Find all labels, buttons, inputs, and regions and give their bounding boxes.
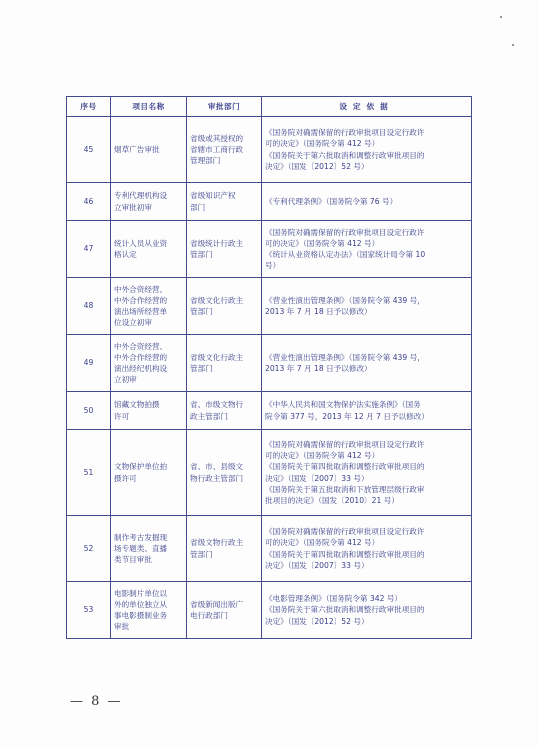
row-number: 47 [67,221,111,278]
approval-dept-line: 省级知识产权 [190,191,236,201]
legal-basis-line: 可的决定》（国务院令第 412 号） [265,451,380,461]
legal-basis-line: 院令第 377 号，2013 年 12 月 7 日予以修改） [265,411,429,421]
item-name-line: 外的单位独立从 [114,599,168,609]
approval-dept-cell [187,582,262,639]
legal-basis-cell [262,117,472,183]
header-approval-dept: 审批部门 [187,97,262,117]
approval-dept-line: 省级文化行政主 [190,352,244,362]
approval-dept-cell [187,516,262,582]
approval-dept-cell [187,392,262,430]
item-name-line: 演出场所经营单 [114,307,168,316]
legal-basis-cell [262,516,472,582]
item-name-line: 馆藏文物拍摄 [114,400,160,410]
approval-dept-line: 管理部门 [190,156,221,166]
item-name-line: 类节目审批 [114,555,152,565]
approval-dept-line: 省级新闻出版广 [190,599,244,609]
approval-dept-line: 省、市、县级文 [190,462,244,472]
item-name-cell [111,183,187,221]
approval-dept-line: 管部门 [190,250,213,259]
item-name-line: 文物保护单位拍 [114,462,168,472]
table-header-row [67,97,472,117]
legal-basis-line: 决定》（国发〔2007〕33 号） [265,560,369,570]
legal-basis-line: 可的决定》（国务院令第 412 号） [265,538,380,548]
legal-basis-line: 《国务院关于第四批取消和调整行政审批项目的 [265,462,425,472]
row-number: 50 [67,392,111,430]
table-row [67,117,472,183]
item-name-line: 事电影摄制业务 [114,611,168,620]
legal-basis-line: 决定》（国发〔2012〕52 号） [265,161,369,171]
approval-dept-line: 政主管部门 [190,411,228,421]
legal-basis-cell [262,221,472,278]
table-row [67,392,472,430]
table-row [67,516,472,582]
row-number: 49 [67,335,111,392]
approval-dept-line: 物行政主管部门 [190,473,244,483]
legal-basis-line: 《国务院关于第六批取消和调整行政审批项目的 [265,150,425,160]
item-name-line: 立审批初审 [114,202,152,212]
item-name-cell [111,117,187,183]
row-number: 53 [67,582,111,639]
legal-basis-line: 决定》（国发〔2012〕52 号） [265,616,369,626]
approval-dept-line: 管部门 [190,364,213,373]
legal-basis-line: 《营业性演出管理条例》（国务院令第 439 号， [265,352,425,362]
approval-dept-line: 省级统计行政主 [190,238,244,248]
legal-basis-line: 《电影管理条例》（国务院令第 342 号） [265,594,403,604]
legal-basis-cell [262,582,472,639]
approval-dept-line: 管部门 [190,549,213,559]
item-name-line: 电影制片单位以 [114,588,168,598]
item-name-line: 中外合资经营、 [114,284,168,294]
header-legal-basis: 设定依据 [262,97,472,117]
item-name-cell [111,278,187,335]
item-name-cell [111,430,187,516]
approval-dept-line: 部门 [190,202,206,212]
table-row [67,221,472,278]
item-name-line: 演出经纪机构设 [114,364,168,373]
legal-basis-line: 2013 年 7 月 18 日予以修改） [265,364,372,373]
legal-basis-line: 号） [265,261,281,271]
legal-basis-cell [262,278,472,335]
header-item-name: 项目名称 [111,97,187,117]
item-name-cell [111,392,187,430]
legal-basis-line: 《国务院对确需保留的行政审批项目设定行政许 [265,128,425,138]
legal-basis-line: 《国务院关于第六批取消和调整行政审批项目的 [265,605,425,615]
legal-basis-line: 决定》（国发〔2007〕33 号） [265,473,369,483]
approval-dept-cell [187,117,262,183]
item-name-line: 立初审 [114,375,137,385]
approval-dept-cell [187,221,262,278]
legal-basis-line: 2013 年 7 月 18 日予以修改） [265,307,372,316]
item-name-line: 中外合作经营的 [114,352,168,362]
legal-basis-line: 《国务院对确需保留的行政审批项目设定行政许 [265,527,425,537]
legal-basis-line: 《国务院对确需保留的行政审批项目设定行政许 [265,439,425,449]
scan-speck [512,44,514,46]
item-name-cell [111,582,187,639]
approval-dept-cell [187,278,262,335]
scan-speck [500,16,502,18]
row-number: 45 [67,117,111,183]
approval-dept-cell [187,335,262,392]
table-row [67,278,472,335]
legal-basis-line: 《国务院关于第四批取消和调整行政审批项目的 [265,549,425,559]
legal-basis-line: 《营业性演出管理条例》（国务院令第 439 号， [265,295,425,305]
approval-dept-cell [187,430,262,516]
header-no: 序号 [67,97,111,117]
legal-basis-line: 批项目的决定》（国发〔2010〕21 号） [265,495,399,505]
approval-dept-line: 管部门 [190,307,213,316]
approval-dept-line: 电行政部门 [190,611,228,620]
legal-basis-cell [262,392,472,430]
legal-basis-line: 《中华人民共和国文物保护法实施条例》（国务 [265,400,421,410]
page-number: — 8 — [70,694,123,709]
row-number: 48 [67,278,111,335]
row-number: 52 [67,516,111,582]
item-name-cell [111,335,187,392]
legal-basis-line: 《统计从业资格认定办法》（国家统计局令第 10 [265,250,426,259]
legal-basis-line: 《国务院对确需保留的行政审批项目设定行政许 [265,227,425,237]
item-name-line: 统计人员从业资 [114,238,168,248]
table-row [67,430,472,516]
approval-dept-line: 省级或其授权的 [190,133,244,143]
item-name-cell [111,221,187,278]
item-name-line: 制作考古发掘现 [114,532,168,542]
item-name-line: 格认定 [114,250,137,259]
row-number: 46 [67,183,111,221]
approval-dept-line: 省级文化行政主 [190,295,244,305]
item-name-line: 场专题类、直播 [114,543,168,553]
item-name-line: 专利代理机构设 [114,191,168,201]
legal-basis-line: 《专利代理条例》（国务院令第 76 号） [265,196,398,206]
legal-basis-line: 可的决定》（国务院令第 412 号） [265,139,380,149]
item-name-cell [111,516,187,582]
item-name-line: 中外合作经营的 [114,295,168,305]
table-row [67,335,472,392]
legal-basis-cell [262,430,472,516]
approval-dept-cell [187,183,262,221]
approval-dept-line: 省、市级文物行 [190,400,244,410]
item-name-line: 审批 [114,622,130,632]
legal-basis-line: 可的决定》（国务院令第 412 号） [265,238,380,248]
legal-basis-cell [262,183,472,221]
table-row [67,183,472,221]
item-name-line: 位设立初审 [114,318,152,328]
row-number: 51 [67,430,111,516]
legal-basis-cell [262,335,472,392]
item-name-line: 中外合资经营、 [114,341,168,351]
item-name-line: 许可 [114,411,130,421]
approval-items-table [66,96,472,639]
legal-basis-line: 《国务院关于第五批取消和下放管理层级行政审 [265,484,425,494]
item-name-line: 烟草广告审批 [114,144,160,154]
approval-dept-line: 省级文物行政主 [190,538,244,548]
approval-dept-line: 省辖市工商行政 [190,144,244,154]
item-name-line: 摄许可 [114,473,137,483]
table-row [67,582,472,639]
